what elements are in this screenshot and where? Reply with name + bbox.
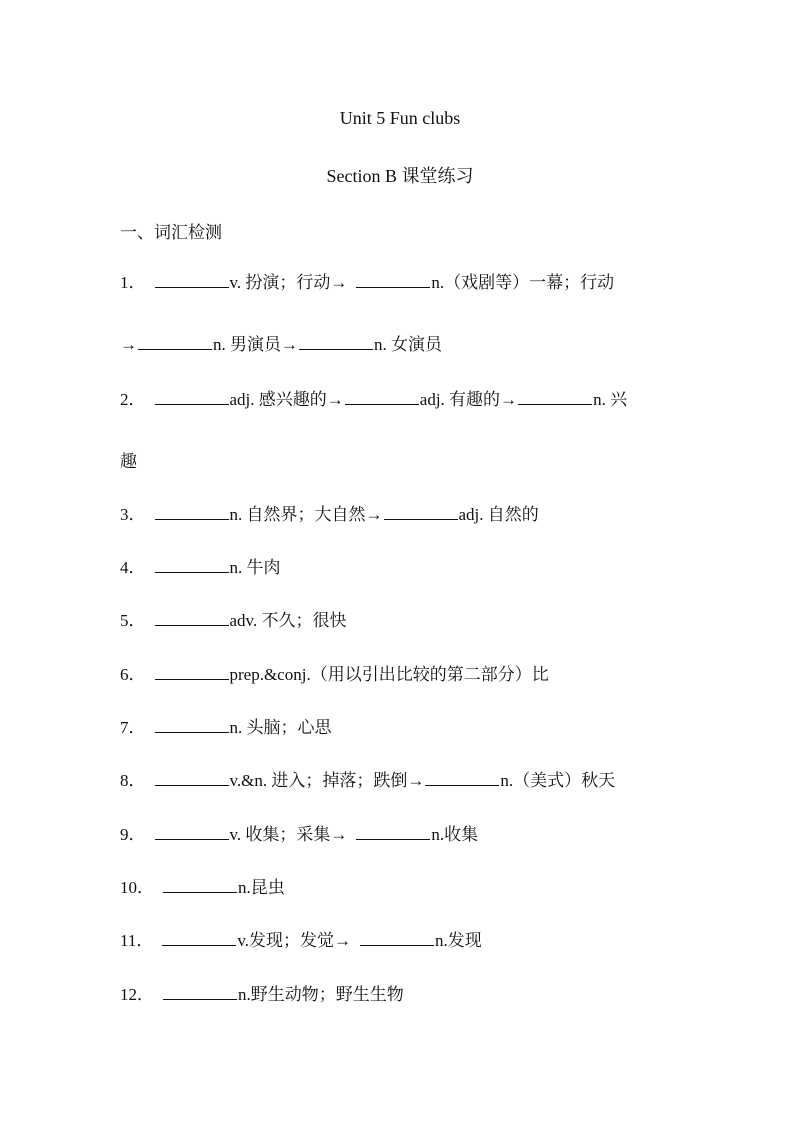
answer-blank[interactable] [360,931,434,946]
item-text: n.（戏剧等）一幕；行动 [431,273,615,292]
answer-blank[interactable] [163,985,237,1000]
answer-blank[interactable] [155,718,229,733]
page-title: Unit 5 Fun clubs [339,108,461,128]
item-text: n.野生动物；野生生物 [238,985,404,1004]
list-item [120,447,137,472]
item-number: 9． [120,825,146,844]
item-text: adj. 有趣的→ [419,390,518,409]
item-text: n.收集 [431,825,479,844]
answer-blank[interactable] [155,390,229,405]
item-text: v.&n. 进入；掉落；跌倒→ [229,771,425,790]
answer-blank[interactable] [356,825,430,840]
item-text: prep.&conj.（用以引出比较的第二部分）比 [229,665,549,684]
list-item [120,268,614,293]
item-text: n.昆虫 [238,878,285,897]
answer-blank[interactable] [155,558,229,573]
answer-blank[interactable] [155,273,229,288]
answer-blank[interactable] [155,665,229,680]
list-item [120,980,404,1005]
item-number: 4． [120,558,146,577]
item-text: n. 自然界；大自然→ [229,505,383,524]
item-text: adj. 感兴趣的→ [229,390,344,409]
item-number: 1． [120,273,146,292]
list-item [120,606,346,631]
item-text: n.发现 [435,931,482,950]
item-number: 7． [120,718,146,737]
answer-blank[interactable] [356,273,430,288]
answer-blank[interactable] [155,825,229,840]
answer-blank[interactable] [155,771,229,786]
item-text: n.（美式）秋天 [500,771,616,790]
item-text: n. 女演员 [374,335,442,354]
list-item [120,926,482,951]
answer-blank[interactable] [425,771,499,786]
answer-blank[interactable] [163,878,237,893]
item-number: 6． [120,665,146,684]
list-item [120,713,332,738]
answer-blank[interactable] [345,390,419,405]
answer-blank[interactable] [299,335,373,350]
answer-blank[interactable] [162,931,236,946]
item-number: 11． [120,931,154,950]
item-number: 12． [120,985,154,1004]
list-item [120,385,627,410]
answer-blank[interactable] [138,335,212,350]
arrow-glyph: → [120,335,137,354]
item-text: n. 兴 [593,390,628,409]
list-item [120,660,549,685]
answer-blank[interactable] [384,505,458,520]
item-number: 2． [120,390,146,409]
item-text: n. 头脑；心思 [229,718,332,737]
item-text: adj. 自然的 [458,505,539,524]
answer-blank[interactable] [155,505,229,520]
answer-blank[interactable] [518,390,592,405]
item-text: 趣 [120,452,137,471]
section-heading: 一、词汇检测 [120,223,222,242]
list-item [120,873,285,898]
list-item [120,766,615,791]
list-item [120,500,539,525]
item-text: n. 牛肉 [229,558,281,577]
list-item [120,330,442,355]
page-subtitle: Section B 课堂练习 [326,166,474,186]
list-item [120,820,478,845]
item-text: v. 收集；采集→ [229,825,348,844]
list-item [120,553,281,578]
item-number: 5． [120,611,146,630]
item-text: n. 男演员→ [213,335,298,354]
item-text: adv. 不久；很快 [229,611,347,630]
item-number: 10． [120,878,154,897]
item-number: 8． [120,771,146,790]
answer-blank[interactable] [155,611,229,626]
item-number: 3． [120,505,146,524]
item-text: v.发现；发觉→ [237,931,352,950]
item-text: v. 扮演；行动→ [229,273,348,292]
